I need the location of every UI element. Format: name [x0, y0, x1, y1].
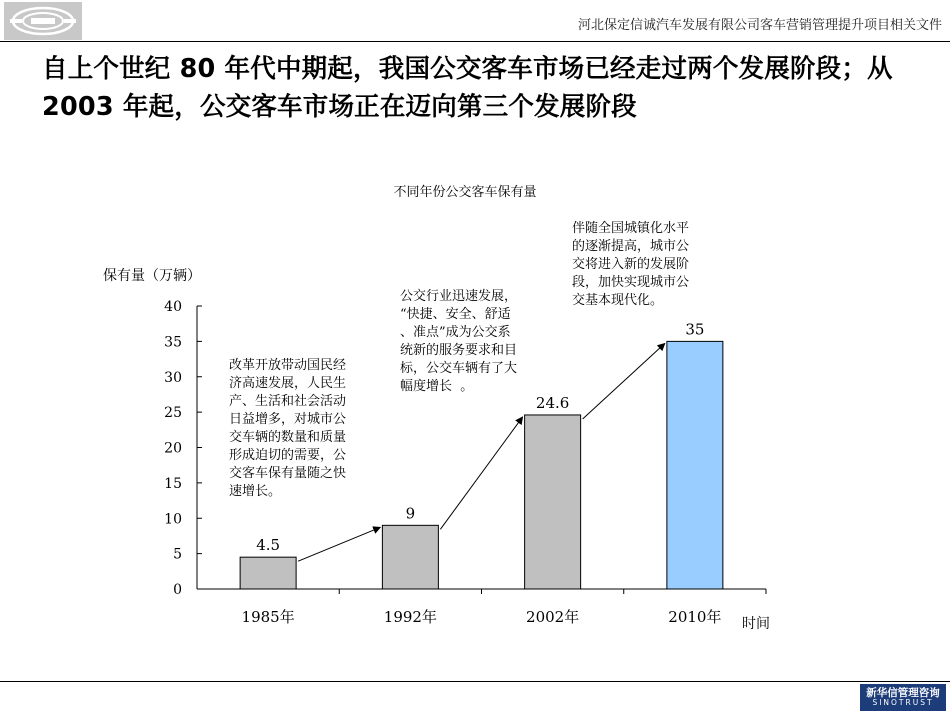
slide-title: 自上个世纪 80 年代中期起，我国公交客车市场已经走过两个发展阶段；从 2003 年起，公交客车市场正在迈向第三个发展阶段: [42, 54, 893, 122]
bar-1992年: [382, 525, 438, 589]
y-tick-label: 15: [164, 475, 182, 492]
growth-arrow: [583, 343, 665, 419]
bar-2010年: [667, 341, 723, 589]
y-tick-label: 35: [164, 334, 182, 351]
x-axis-label: 时间: [742, 616, 770, 632]
y-tick-label: 10: [164, 511, 182, 528]
y-tick-label: 20: [164, 440, 182, 457]
growth-arrow: [298, 527, 380, 561]
bar-data-label: 24.6: [535, 393, 570, 412]
logo-text-cn: 新华信管理咨询: [866, 687, 940, 699]
chart-title: 不同年份公交客车保有量: [393, 185, 537, 200]
x-category-label: 1992年: [383, 608, 437, 626]
logo-text-en: SINOTRUST: [872, 698, 934, 707]
bar-1985年: [240, 557, 296, 589]
bar-data-label: 35: [685, 320, 705, 339]
annotation-reform-period: 改革开放带动国民经 济高速发展，人民生 产、生活和社会活动 日益增多，对城市公 交车辆的数量和质量 形成迫切的需要，公 交客车保有量随之快 速增长。: [229, 358, 347, 499]
growth-arrow: [440, 417, 522, 529]
y-tick-label: 30: [164, 369, 182, 386]
bar-2002年: [525, 415, 581, 589]
bar-data-label: 9: [405, 504, 416, 523]
y-tick-label: 0: [173, 582, 182, 598]
y-tick-label: 40: [164, 299, 182, 315]
y-tick-label: 25: [164, 405, 182, 422]
annotation-urbanization: 伴随全国城镇化水平 的逐渐提高，城市公 交将进入新的发展阶 段，加快实现城市公 交基本现代化。: [572, 221, 690, 308]
footer-divider: [0, 681, 950, 682]
bar-data-label: 4.5: [256, 536, 281, 555]
y-axis-label: 保有量（万辆）: [103, 268, 201, 284]
annotation-rapid-development: 公交行业迅速发展， “快捷、安全、舒适 、准点”成为公交系 统新的服务要求和目 标，公交车辆有了大 幅度增长 。: [400, 289, 518, 394]
document-header-title: 河北保定信诚汽车发展有限公司客车营销管理提升项目相关文件: [577, 18, 942, 33]
x-category-label: 2002年: [526, 608, 580, 626]
sinotrust-logo: [860, 684, 946, 711]
x-category-label: 1985年: [241, 608, 295, 626]
x-category-label: 2010年: [668, 608, 722, 626]
y-tick-label: 5: [173, 546, 182, 563]
